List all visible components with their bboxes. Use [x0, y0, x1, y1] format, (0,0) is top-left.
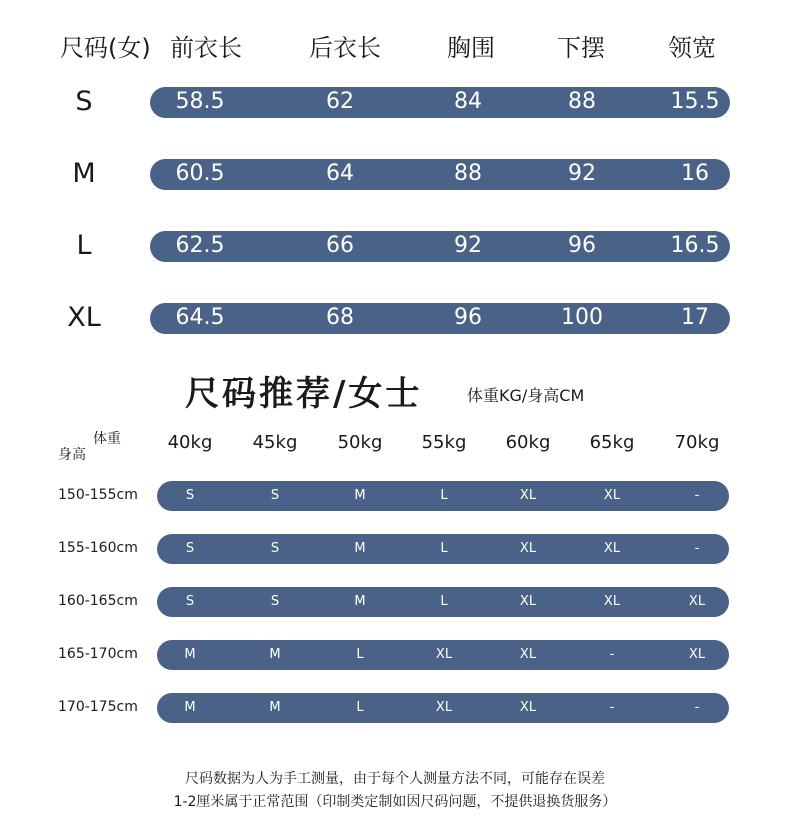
recommended-size: - [694, 700, 700, 715]
recommended-size: S [185, 594, 195, 609]
recommended-size: L [440, 541, 448, 556]
hem-value: 100 [561, 305, 603, 330]
weight-column-header: 50kg [337, 432, 383, 453]
recommended-size: S [270, 541, 280, 556]
recommended-size: L [440, 594, 448, 609]
hem-value: 88 [568, 89, 596, 114]
hem-value: 92 [568, 161, 596, 186]
back-length-value: 68 [326, 305, 354, 330]
size-row-bar [150, 231, 730, 262]
header-back-length: 后衣长 [309, 34, 381, 62]
recommended-size: - [609, 647, 615, 662]
height-row-label: 170-175cm [58, 699, 138, 715]
back-length-value: 64 [326, 161, 354, 186]
recommendation-row-bar [157, 587, 729, 617]
weight-column-header: 60kg [505, 432, 551, 453]
recommended-size: XL [603, 488, 621, 503]
recommended-size: XL [603, 541, 621, 556]
recommended-size: XL [519, 488, 537, 503]
back-length-value: 62 [326, 89, 354, 114]
recommended-size: XL [519, 700, 537, 715]
collar-width-value: 15.5 [670, 89, 720, 114]
recommended-size: M [269, 647, 281, 662]
recommended-size: M [354, 594, 366, 609]
bust-value: 88 [454, 161, 482, 186]
weight-column-header: 70kg [674, 432, 720, 453]
bust-value: 92 [454, 233, 482, 258]
recommended-size: - [609, 700, 615, 715]
recommended-size: S [185, 541, 195, 556]
recommended-size: L [356, 647, 364, 662]
front-length-value: 58.5 [175, 89, 225, 114]
size-label: L [76, 230, 92, 261]
front-length-value: 62.5 [175, 233, 225, 258]
size-label: S [75, 86, 93, 117]
size-label: M [72, 158, 96, 189]
recommended-size: M [354, 488, 366, 503]
recommended-size: M [269, 700, 281, 715]
recommendation-row-bar [157, 534, 729, 564]
size-row-bar [150, 159, 730, 190]
recommendation-title: 尺码推荐/女士 [185, 374, 423, 414]
collar-width-value: 16 [681, 161, 709, 186]
weight-column-header: 55kg [421, 432, 467, 453]
front-length-value: 60.5 [175, 161, 225, 186]
height-row-label: 160-165cm [58, 593, 138, 609]
hem-value: 96 [568, 233, 596, 258]
recommended-size: M [184, 700, 196, 715]
front-length-value: 64.5 [175, 305, 225, 330]
collar-width-value: 16.5 [670, 233, 720, 258]
corner-weight-label: 体重 [93, 431, 121, 447]
header-bust: 胸围 [447, 34, 495, 62]
size-label: XL [67, 302, 101, 333]
recommendation-row-bar [157, 640, 729, 670]
corner-height-label: 身高 [58, 447, 86, 463]
size-row-bar [150, 87, 730, 118]
weight-column-header: 40kg [167, 432, 213, 453]
measurement-note-line-1: 尺码数据为人为手工测量，由于每个人测量方法不同，可能存在误差 [185, 771, 605, 787]
recommended-size: S [270, 488, 280, 503]
recommended-size: XL [519, 647, 537, 662]
recommended-size: XL [688, 647, 706, 662]
recommended-size: XL [435, 700, 453, 715]
height-row-label: 165-170cm [58, 646, 138, 662]
header-size-female: 尺码(女) [60, 34, 151, 62]
back-length-value: 66 [326, 233, 354, 258]
header-hem: 下摆 [557, 34, 605, 62]
weight-column-header: 65kg [589, 432, 635, 453]
recommended-size: S [185, 488, 195, 503]
recommended-size: XL [519, 541, 537, 556]
recommendation-row-bar [157, 693, 729, 723]
recommended-size: M [354, 541, 366, 556]
recommended-size: L [440, 488, 448, 503]
recommendation-subtitle: 体重KG/身高CM [467, 386, 585, 405]
size-row-bar [150, 303, 730, 334]
recommended-size: XL [603, 594, 621, 609]
recommended-size: XL [688, 594, 706, 609]
recommended-size: M [184, 647, 196, 662]
recommended-size: S [270, 594, 280, 609]
header-front-length: 前衣长 [170, 34, 242, 62]
recommended-size: - [694, 488, 700, 503]
recommended-size: - [694, 541, 700, 556]
height-row-label: 150-155cm [58, 487, 138, 503]
recommended-size: L [356, 700, 364, 715]
recommended-size: XL [519, 594, 537, 609]
weight-column-header: 45kg [252, 432, 298, 453]
measurement-note-line-2: 1-2厘米属于正常范围（印制类定制如因尺码问题，不提供退换货服务） [173, 794, 617, 810]
bust-value: 84 [454, 89, 482, 114]
recommendation-row-bar [157, 481, 729, 511]
header-collar-width: 领宽 [668, 34, 716, 62]
height-row-label: 155-160cm [58, 540, 138, 556]
collar-width-value: 17 [681, 305, 709, 330]
bust-value: 96 [454, 305, 482, 330]
recommended-size: XL [435, 647, 453, 662]
